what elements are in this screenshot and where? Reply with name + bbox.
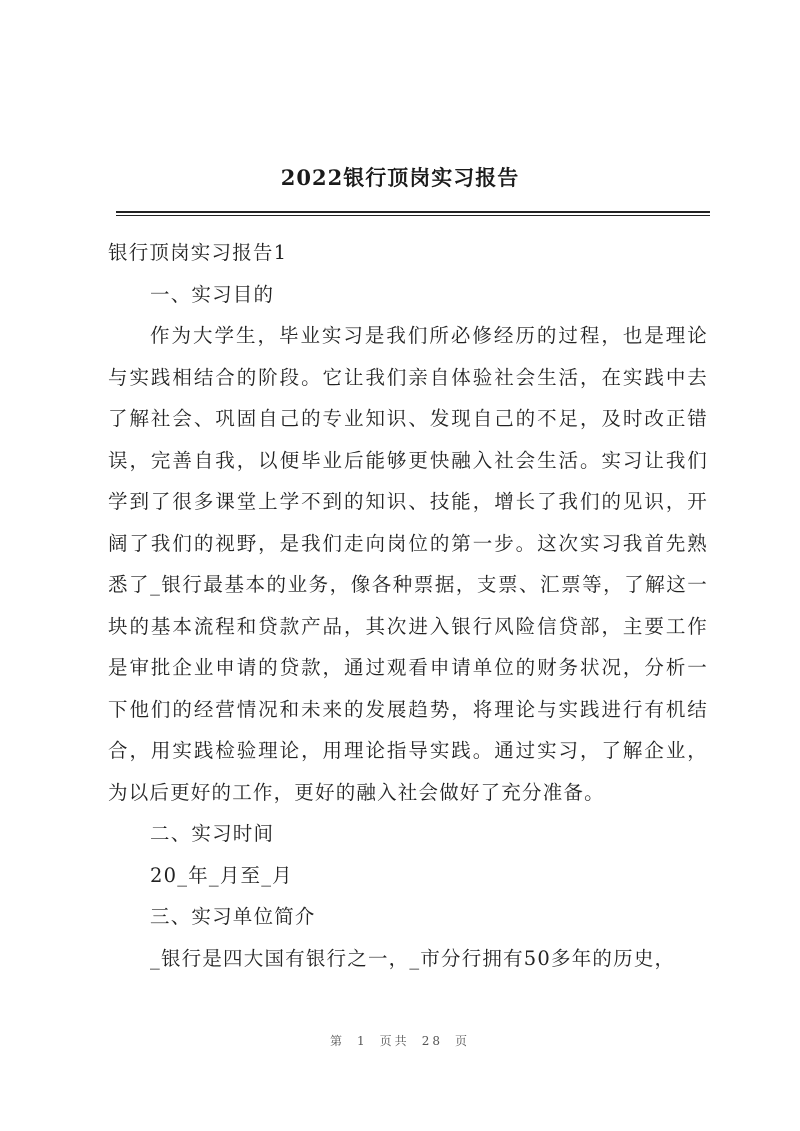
footer-label-of: 页共 — [379, 1034, 410, 1048]
document-title: 2022银行顶岗实习报告 — [280, 165, 520, 190]
title-divider — [116, 211, 710, 216]
internship-time: 20_年_月至_月 — [150, 863, 293, 887]
section-title: 银行顶岗实习报告1 — [108, 241, 288, 264]
footer-label-page: 第 — [330, 1034, 346, 1048]
paragraph-purpose: 作为大学生，毕业实习是我们所必修经历的过程，也是理论与实践相结合的阶段。它让我们亲自体验社会生活，在实践中去了解社会、巩固自己的专业知识、发现自己的不足，及时改正错误，完善自我，以便毕业后能够更快融入社会生活。实习让我们学到了很多课堂上学不到的知识、技能，增长了我们的见识，开阔了我们的视野，是我们走向岗位的第一步。这次实习我首先熟悉了_银行最基本的业务，像各种票据，支票、汇票等，了解这一块的基本流程和贷款产品，其次进入银行风险信贷部，主要工作是审批企业申请的贷款，通过观看申请单位的财务状况，分析一下他们的经营情况和未来的发展趋势，将理论与实践进行有机结合，用实践检验理论，用理论指导实践。通过实习，了解企业，为以后更好的工作，更好的融入社会做好了充分准备。 — [108, 324, 708, 804]
heading-time: 二、实习时间 — [150, 822, 275, 845]
footer-label-end: 页 — [454, 1034, 470, 1048]
document-body — [108, 232, 708, 979]
paragraph-unit: _银行是四大国有银行之一，_市分行拥有50多年的历史， — [150, 946, 676, 970]
heading-unit: 三、实习单位简介 — [150, 905, 316, 928]
footer-current-page: 1 — [357, 1034, 368, 1048]
footer-total-pages: 28 — [421, 1034, 443, 1048]
page-footer — [0, 1032, 800, 1049]
heading-purpose: 一、实习目的 — [150, 282, 275, 306]
